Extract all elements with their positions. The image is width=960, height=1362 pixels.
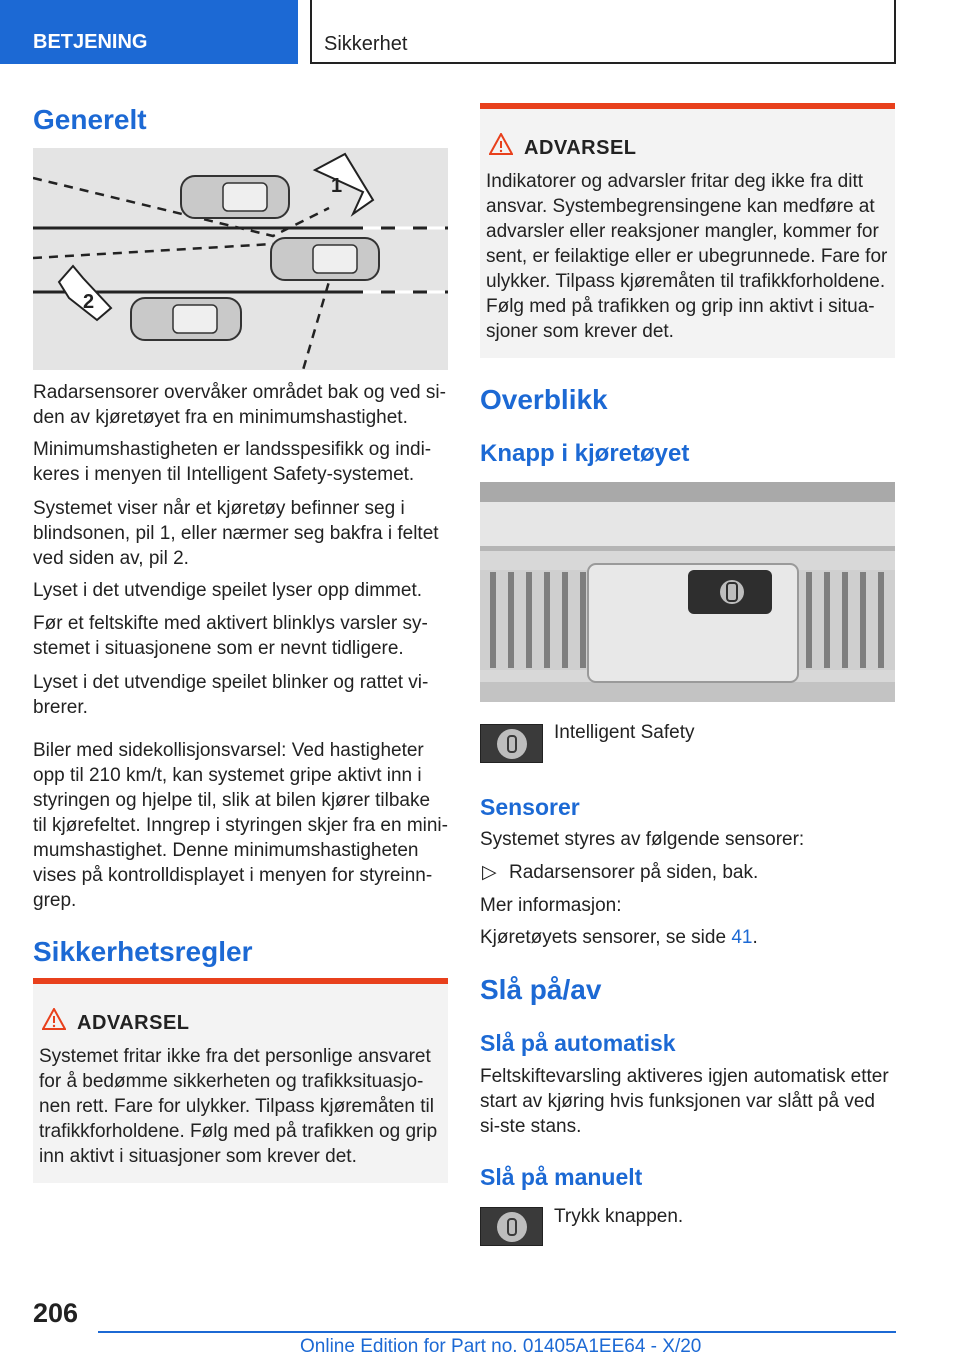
page-number: 206 bbox=[33, 1298, 79, 1328]
heading-overblikk: Overblikk bbox=[480, 384, 608, 415]
air-vent-left bbox=[480, 570, 588, 670]
reference-page-link[interactable]: 41 bbox=[731, 927, 753, 948]
blind-spot-diagram bbox=[33, 148, 448, 370]
button-caption: Intelligent Safety bbox=[554, 722, 695, 743]
arrow-label-1: 1 bbox=[331, 175, 343, 197]
topic-tab: Sikkerhet bbox=[310, 0, 896, 64]
para-min-speed: Minimumshastigheten er landsspesifikk og indi-keres i menyen til Intelligent Safety-systemet. bbox=[33, 439, 432, 485]
warning-title: ADVARSEL bbox=[524, 137, 637, 159]
para-mirror-blink: Lyset i det utvendige speilet blinker og rattet vi-brerer. bbox=[33, 672, 429, 718]
arrow-label-2: 2 bbox=[83, 291, 95, 313]
heading-sla-pa-automatisk: Slå på automatisk bbox=[480, 1030, 676, 1056]
para-lane-change: Før et feltskifte med aktivert blinklys varsler sy-stemet i situasjonene som er nevnt tidligere. bbox=[33, 613, 428, 659]
warning-title: ADVARSEL bbox=[77, 1012, 190, 1034]
heading-knapp: Knapp i kjøretøyet bbox=[480, 440, 690, 467]
warning-box-left bbox=[33, 978, 448, 1183]
warning-triangle-icon bbox=[42, 1008, 66, 1030]
heading-sla-pa-manuelt: Slå på manuelt bbox=[480, 1164, 643, 1190]
footer-edition: Online Edition for Part no. 01405A1EE64 - X/20 bbox=[300, 1336, 702, 1357]
dashboard-photo bbox=[480, 482, 895, 702]
para-mirror-dim: Lyset i det utvendige speilet lyser opp dimmet. bbox=[33, 580, 422, 601]
warning-text: Systemet fritar ikke fra det personlige ansvaret for å bedømme sikkerheten og trafikksituasjo-nen rett. Fare for ulykker. Tilpass kjøremåten til trafikkforholdene. Følg med på trafikken og grip inn aktivt i situasjoner som krever det. bbox=[39, 1046, 438, 1167]
sensors-intro: Systemet styres av følgende sensorer: bbox=[480, 829, 805, 850]
heading-generelt: Generelt bbox=[33, 104, 147, 135]
para-radar: Radarsensorer overvåker området bak og ved si-den av kjøretøyet fra en minimumshastighet. bbox=[33, 382, 446, 428]
warning-box-right bbox=[480, 103, 895, 358]
warning-text: Indikatorer og advarsler fritar deg ikke fra ditt ansvar. Systembegrensingene kan medføre at advarsler eller reaksjoner mangler, kommer for sent, er feilaktige eller er ubegrunnede. Fare for ulykker. Tilpass kjøremåten til trafikkforholdene. Følg med på trafikken og grip inn aktivt i situa-sjoner som krever det. bbox=[486, 171, 888, 342]
car-bottom bbox=[131, 298, 241, 340]
intelligent-safety-button-icon bbox=[688, 570, 772, 614]
air-vent-right bbox=[798, 570, 895, 670]
para-side-collision: Biler med sidekollisjonsvarsel: Ved hastigheter opp til 210 km/t, kan systemet gripe aktivt inn i styringen og hjelpe til, slik at bilen kjører tilbake til kjørefeltet. Inngrep i styringen skjer fra en mini-mumshastighet. Denne minimumshastigheten vises på kontrolldisplayet i menyen for styreinn-grep. bbox=[33, 740, 448, 911]
heading-sikkerhetsregler: Sikkerhetsregler bbox=[33, 936, 253, 967]
more-info-label: Mer informasjon: bbox=[480, 895, 622, 916]
auto-body: Feltskiftevarsling aktiveres igjen automatisk etter start av kjøring hvis funksjonen var slått på ved si-ste stans. bbox=[480, 1066, 889, 1137]
footer-rule bbox=[98, 1331, 896, 1333]
reference-end: . bbox=[752, 927, 758, 948]
warning-triangle-icon bbox=[489, 133, 513, 155]
sensor-reference bbox=[480, 925, 895, 950]
chapter-tab: BETJENING bbox=[0, 0, 298, 64]
heading-sla-pa-av: Slå på/av bbox=[480, 974, 602, 1005]
para-blindspot: Systemet viser når et kjøretøy befinner seg i blindsonen, pil 1, eller nærmer seg bakfra i feltet ved siden av, pil 2. bbox=[33, 498, 439, 569]
intelligent-safety-button-icon bbox=[480, 724, 543, 763]
manual-body: Trykk knappen. bbox=[554, 1206, 684, 1227]
bullet-triangle-icon: ▷ bbox=[482, 862, 497, 883]
intelligent-safety-button-icon bbox=[480, 1207, 543, 1246]
car-middle bbox=[271, 238, 379, 280]
heading-sensorer: Sensorer bbox=[480, 794, 580, 820]
sensors-item: Radarsensorer på siden, bak. bbox=[509, 862, 759, 883]
car-top bbox=[181, 176, 289, 218]
reference-text: Kjøretøyets sensorer, se side bbox=[480, 927, 732, 948]
